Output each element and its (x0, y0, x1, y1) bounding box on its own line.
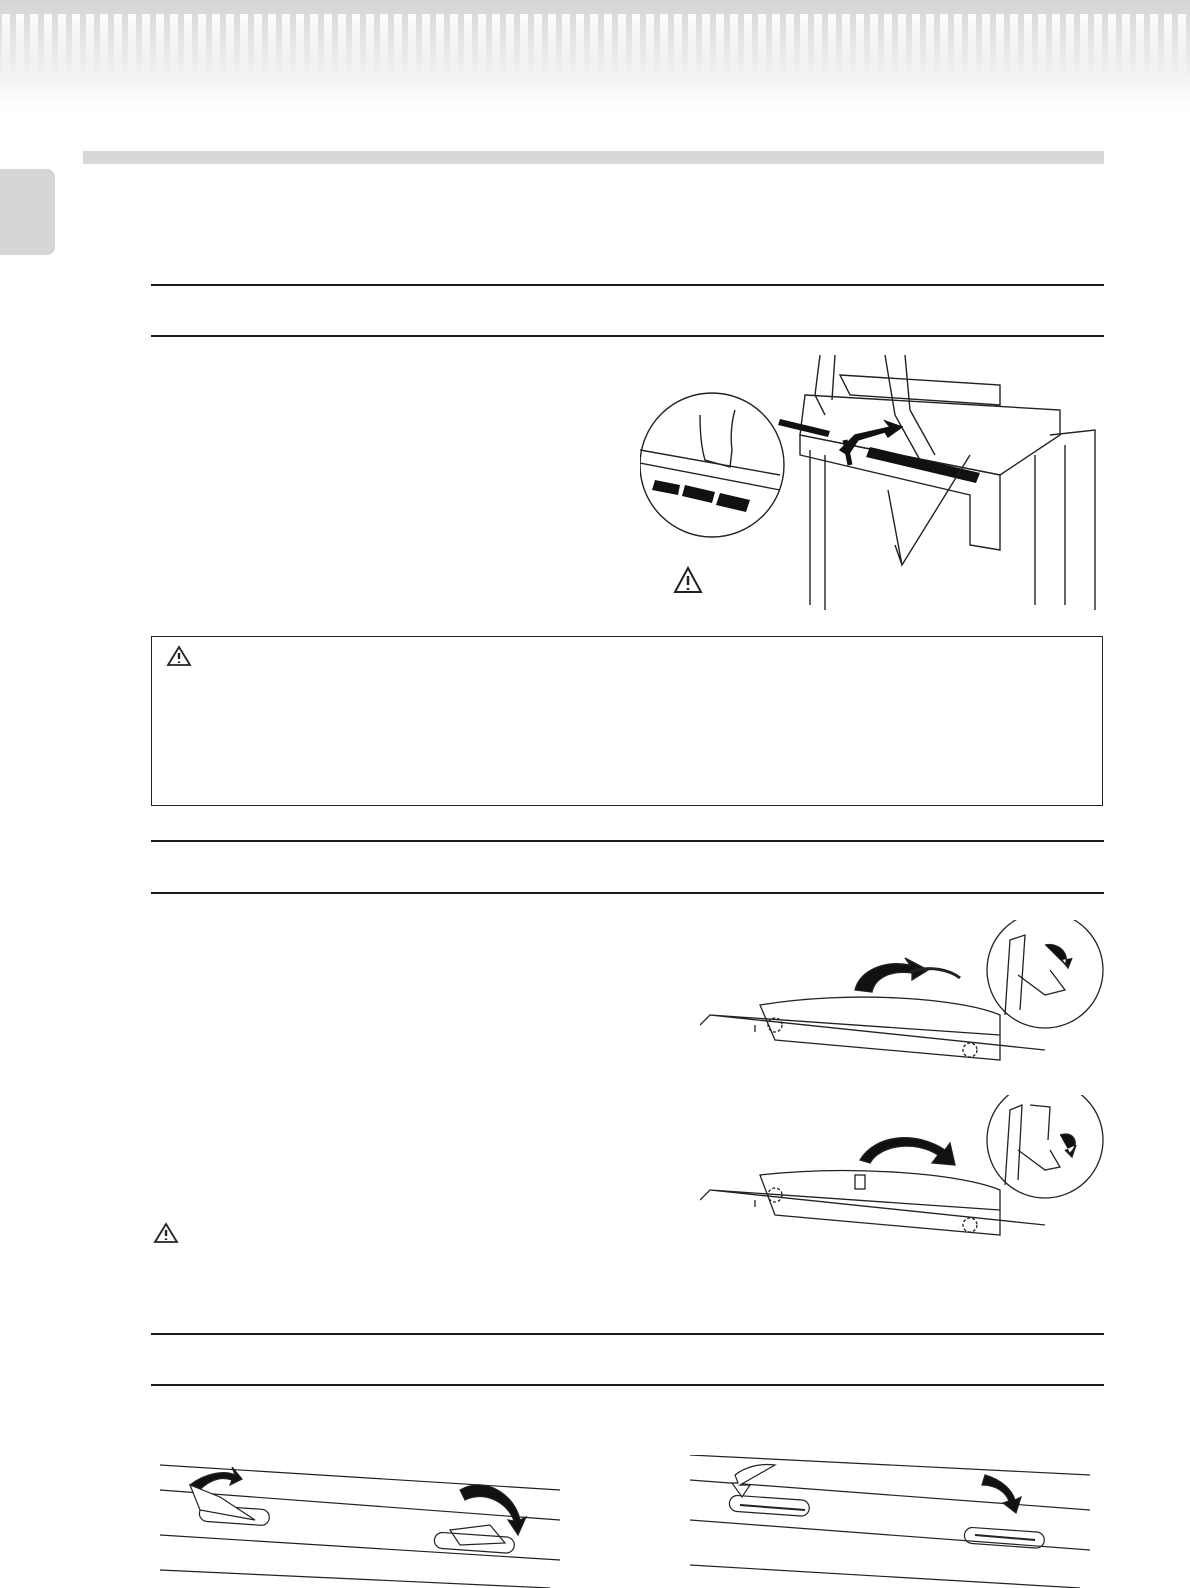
section-rule (151, 335, 1104, 337)
music-rest-lower-illustration (700, 1095, 1105, 1265)
music-clips-close-illustration (690, 1455, 1090, 1588)
music-rest-raise-illustration (700, 920, 1105, 1095)
section-title-bar (83, 151, 1104, 164)
section-rule (151, 284, 1104, 286)
caution-box (151, 636, 1103, 806)
section-rule (151, 892, 1104, 894)
section-rule (151, 840, 1104, 842)
section-rule (151, 1384, 1104, 1386)
piano-keys-banner (0, 0, 1190, 110)
warning-icon (166, 645, 192, 667)
section-rule (151, 1333, 1104, 1335)
chapter-tab (0, 169, 55, 255)
keyboard-cover-illustration (640, 355, 1100, 615)
warning-icon (153, 1222, 179, 1244)
music-clips-open-illustration (160, 1455, 560, 1588)
